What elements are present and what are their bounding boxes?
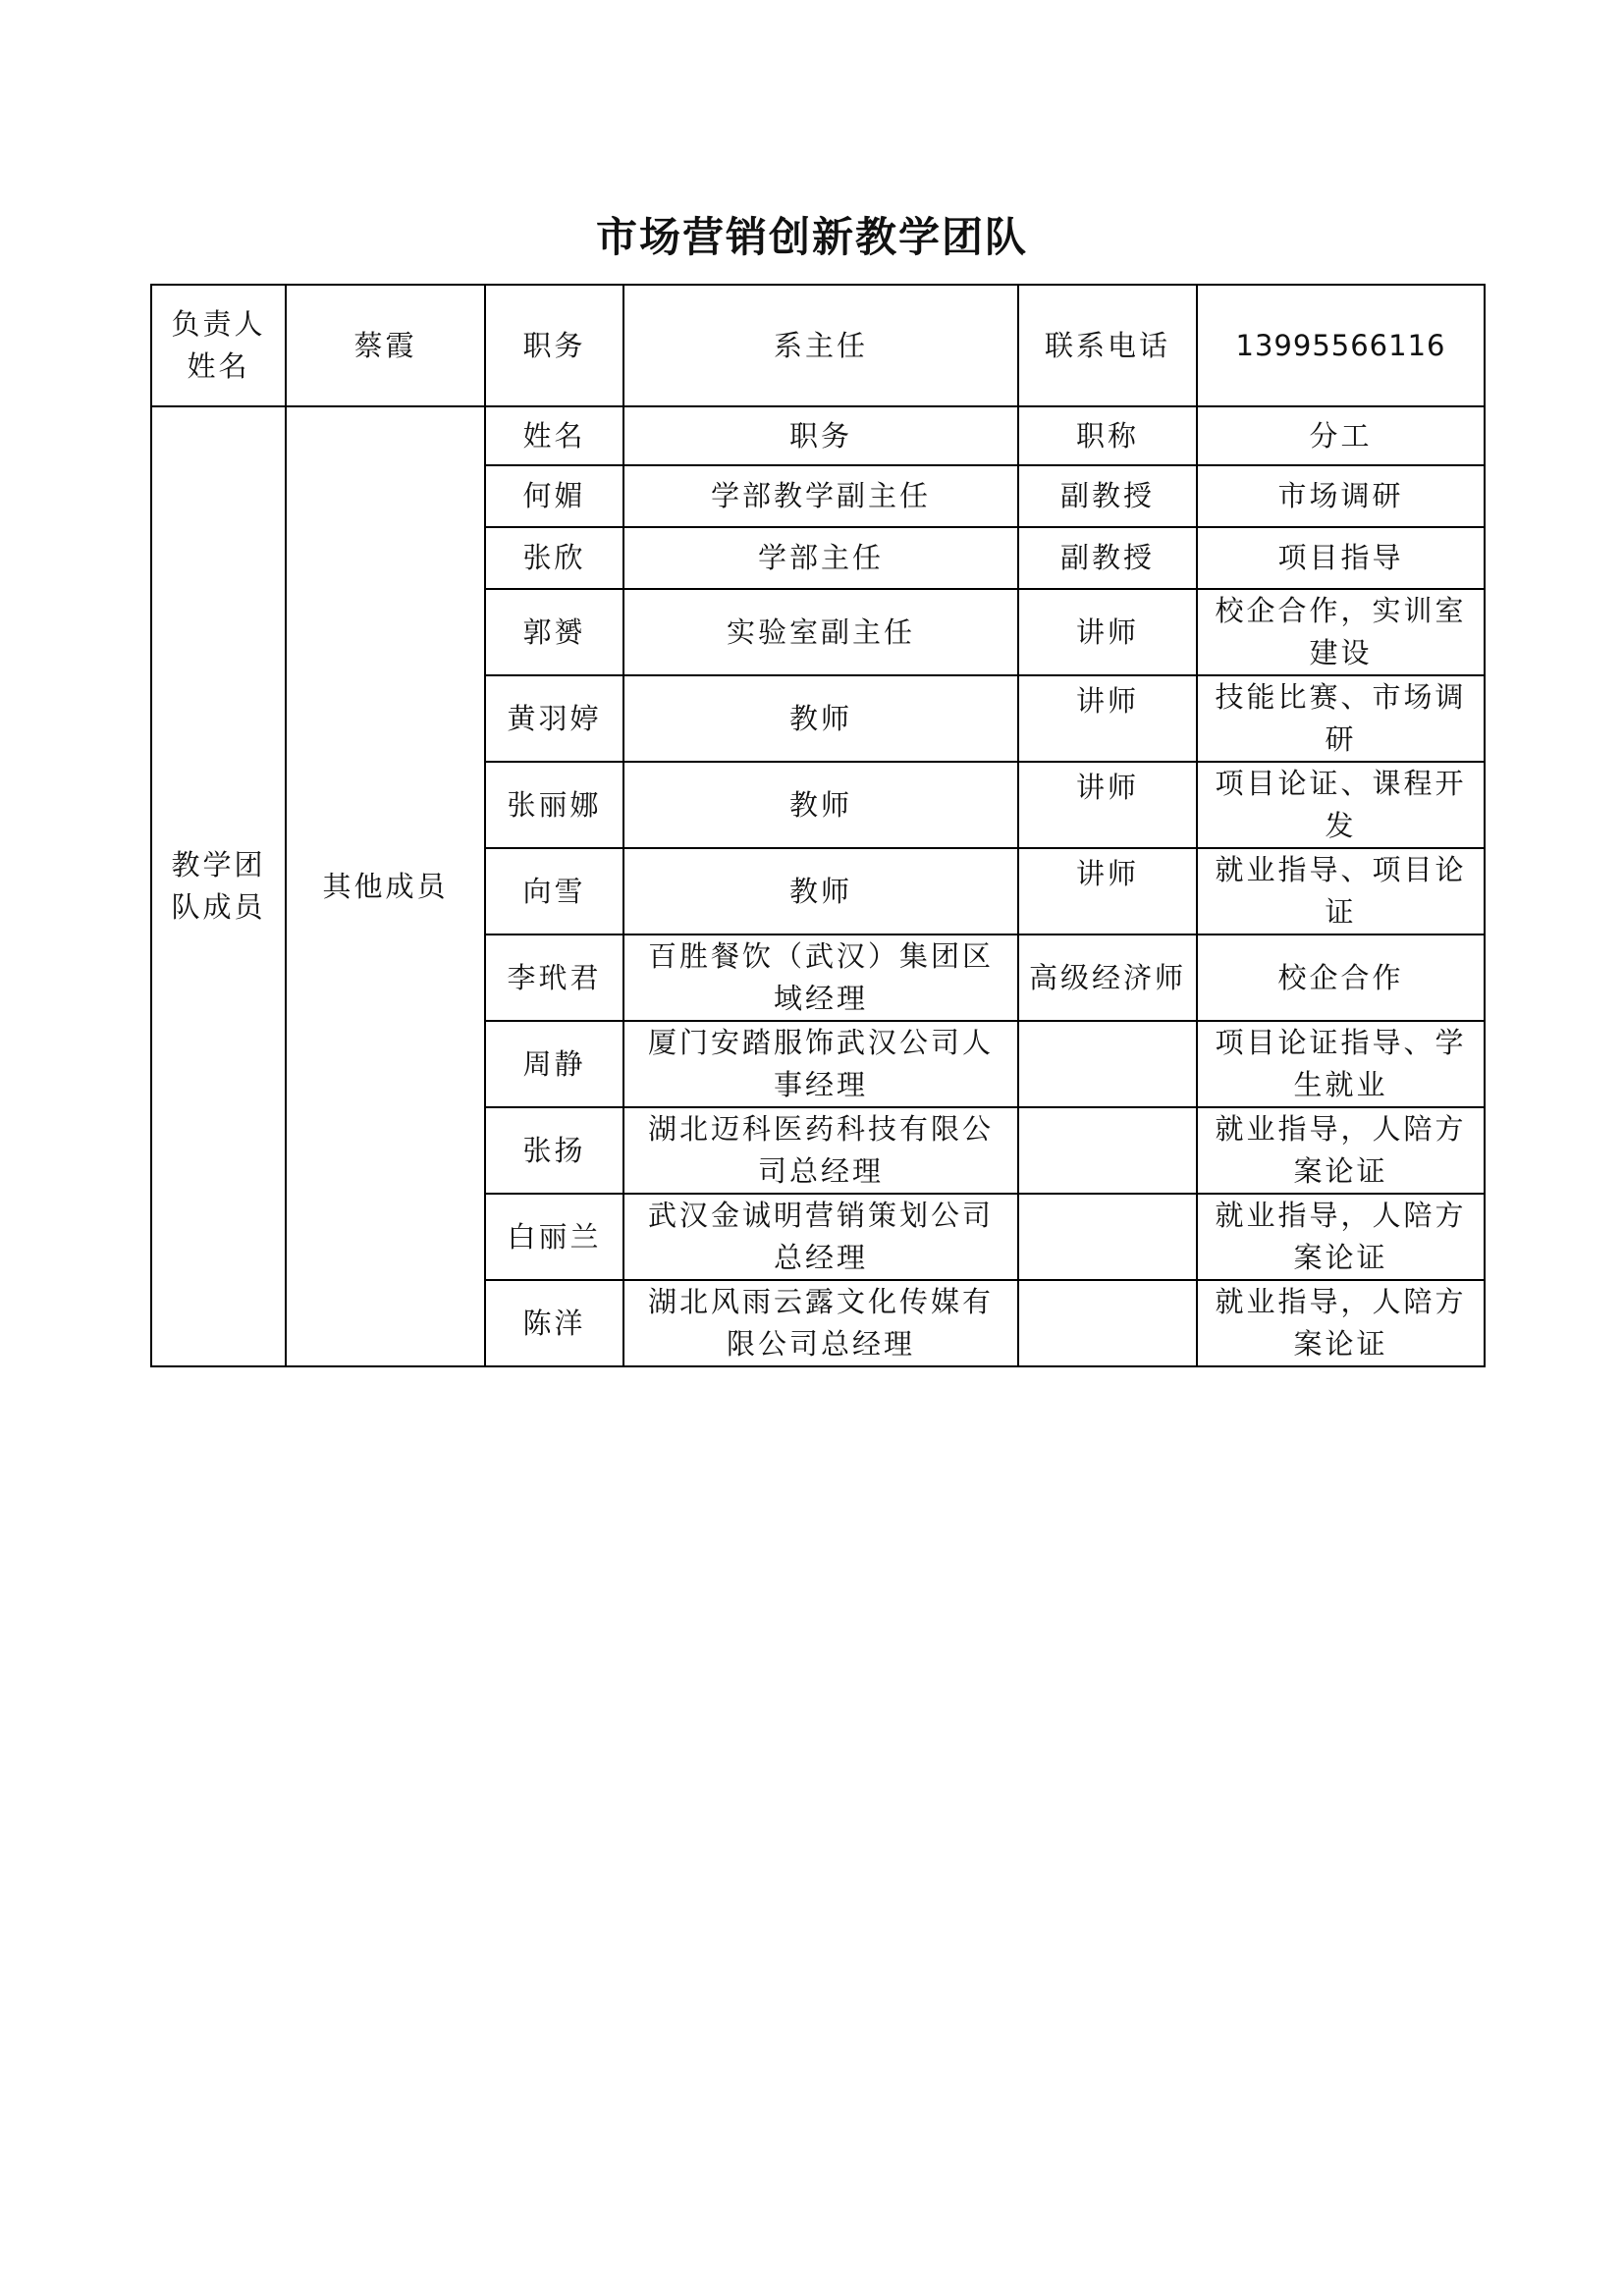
member-duty: 项目论证指导、学生就业	[1197, 1021, 1485, 1107]
member-title: 讲师	[1018, 675, 1197, 762]
member-title: 高级经济师	[1018, 934, 1197, 1021]
member-name: 黄羽婷	[485, 675, 623, 762]
member-duty: 项目指导	[1197, 527, 1485, 589]
member-position: 湖北风雨云露文化传媒有限公司总经理	[623, 1280, 1018, 1366]
member-duty: 校企合作，实训室建设	[1197, 589, 1485, 675]
member-name: 张欣	[485, 527, 623, 589]
member-position: 教师	[623, 762, 1018, 848]
leader-position-label: 职务	[485, 285, 623, 406]
members-subgroup-label: 其他成员	[286, 406, 485, 1366]
member-position: 厦门安踏服饰武汉公司人事经理	[623, 1021, 1018, 1107]
column-header-position: 职务	[623, 406, 1018, 465]
member-duty: 技能比赛、市场调研	[1197, 675, 1485, 762]
member-title: 讲师	[1018, 589, 1197, 675]
member-position: 实验室副主任	[623, 589, 1018, 675]
member-duty: 市场调研	[1197, 465, 1485, 527]
member-position: 武汉金诚明营销策划公司总经理	[623, 1194, 1018, 1280]
member-name: 陈洋	[485, 1280, 623, 1366]
member-title	[1018, 1021, 1197, 1107]
leader-name: 蔡霞	[286, 285, 485, 406]
member-name: 张丽娜	[485, 762, 623, 848]
leader-phone: 13995566116	[1197, 285, 1485, 406]
member-name: 白丽兰	[485, 1194, 623, 1280]
member-name: 周静	[485, 1021, 623, 1107]
member-duty: 就业指导，人陪方案论证	[1197, 1280, 1485, 1366]
member-duty: 项目论证、课程开发	[1197, 762, 1485, 848]
members-header-row	[151, 406, 1485, 465]
leader-row	[151, 285, 1485, 406]
member-duty: 就业指导，人陪方案论证	[1197, 1107, 1485, 1194]
member-duty: 就业指导，人陪方案论证	[1197, 1194, 1485, 1280]
member-position: 学部主任	[623, 527, 1018, 589]
member-title: 讲师	[1018, 762, 1197, 848]
member-title	[1018, 1280, 1197, 1366]
member-name: 李玳君	[485, 934, 623, 1021]
member-title: 副教授	[1018, 527, 1197, 589]
member-title: 讲师	[1018, 848, 1197, 934]
member-position: 学部教学副主任	[623, 465, 1018, 527]
member-name: 向雪	[485, 848, 623, 934]
member-duty: 就业指导、项目论证	[1197, 848, 1485, 934]
member-position: 湖北迈科医药科技有限公司总经理	[623, 1107, 1018, 1194]
member-duty: 校企合作	[1197, 934, 1485, 1021]
member-position: 教师	[623, 675, 1018, 762]
member-title	[1018, 1194, 1197, 1280]
member-title	[1018, 1107, 1197, 1194]
member-position: 百胜餐饮（武汉）集团区域经理	[623, 934, 1018, 1021]
member-title: 副教授	[1018, 465, 1197, 527]
column-header-name: 姓名	[485, 406, 623, 465]
member-position: 教师	[623, 848, 1018, 934]
leader-phone-label: 联系电话	[1018, 285, 1197, 406]
column-header-title: 职称	[1018, 406, 1197, 465]
member-name: 张扬	[485, 1107, 623, 1194]
member-name: 郭赟	[485, 589, 623, 675]
leader-label: 负责人姓名	[151, 285, 286, 406]
member-name: 何媚	[485, 465, 623, 527]
members-group-label: 教学团队成员	[151, 406, 286, 1366]
team-table	[150, 284, 1486, 1367]
page-title: 市场营销创新教学团队	[595, 213, 1028, 261]
leader-position: 系主任	[623, 285, 1018, 406]
column-header-duty: 分工	[1197, 406, 1485, 465]
